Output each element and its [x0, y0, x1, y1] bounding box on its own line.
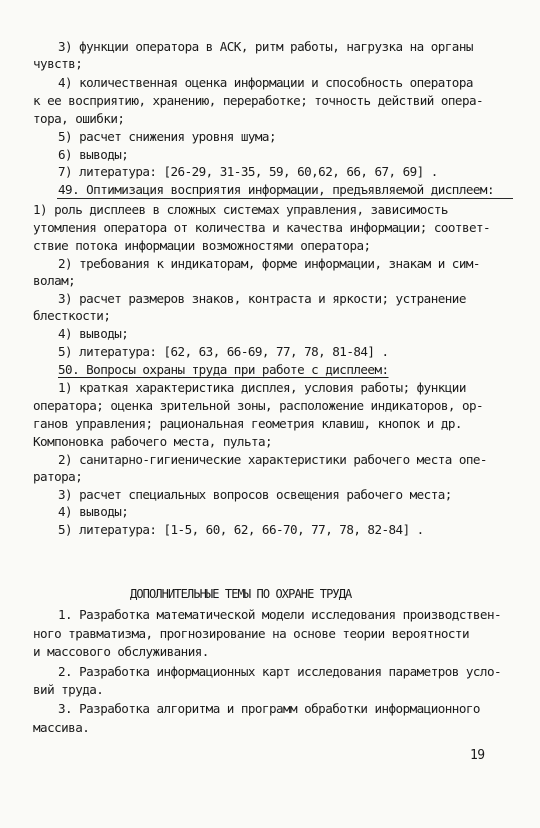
literature-line: 7) литература: [26-29, 31-35, 59, 60,62, 66, 67, 69] . [58, 164, 438, 179]
topic-49-title: 49. Оптимизация восприятия информации, предъявляемой дисплеем: [58, 182, 494, 197]
text-line: чувств; [33, 56, 83, 71]
text-line: массива. [33, 720, 90, 735]
literature-line: 5) литература: [1-5, 60, 62, 66-70, 77, 78, 82-84] . [58, 522, 424, 537]
text-line: 1. Разработка математической модели исследования производствен- [58, 607, 502, 622]
text-line: 5) расчет снижения уровня шума; [58, 129, 276, 144]
text-line: 6) выводы; [58, 147, 129, 162]
text-line: ствие потока информации возможностями оператора; [33, 238, 371, 253]
text-line: утомления оператора от количества и качества информации; соответ- [33, 220, 491, 235]
topic-49-underline [57, 198, 513, 199]
text-line: 3) расчет размеров знаков, контраста и яркости; устранение [58, 291, 466, 306]
text-line: 4) количественная оценка информации и способность оператора [58, 75, 473, 90]
section-heading: ДОПОЛНИТЕЛЬНЫЕ ТЕМЫ ПО ОХРАНЕ ТРУДА [130, 587, 352, 601]
text-line: оператора; оценка зрительной зоны, расположение индикаторов, ор- [33, 398, 484, 413]
text-line: тора, ошибки; [33, 111, 125, 126]
page-number: 19 [470, 748, 485, 763]
topic-50-title: 50. Вопросы охраны труда при работе с дисплеем: [58, 362, 389, 377]
text-line: 2. Разработка информационных карт исследования параметров усло- [58, 664, 502, 679]
text-line: 4) выводы; [58, 326, 129, 341]
text-line: и массового обслуживания. [33, 644, 209, 659]
text-line: ратора; [33, 469, 83, 484]
text-line: 4) выводы; [58, 504, 129, 519]
text-line: 2) санитарно-гигиенические характеристики рабочего места опе- [58, 452, 487, 467]
text-line: 3) функции оператора в АСК, ритм работы, нагрузка на органы [58, 39, 473, 54]
text-line: блесткости; [33, 308, 111, 323]
text-line: вий труда. [33, 682, 104, 697]
text-line: ганов управления; рациональная геометрия клавиш, кнопок и др. [33, 416, 462, 431]
text-line: волам; [33, 273, 76, 288]
text-line: ного травматизма, прогнозирование на основе теории вероятности [33, 626, 469, 641]
text-line: к ее восприятию, хранению, переработке; точность действий опера- [33, 93, 484, 108]
text-line: 1) краткая характеристика дисплея, условия работы; функции [58, 380, 466, 395]
text-line: 1) роль дисплеев в сложных системах управления, зависимость [33, 202, 448, 217]
text-line: Компоновка рабочего места, пульта; [33, 434, 273, 449]
text-line: 3) расчет специальных вопросов освещения рабочего места; [58, 487, 452, 502]
text-line: 3. Разработка алгоритма и программ обработки информационного [58, 701, 480, 716]
text-line: 2) требования к индикаторам, форме информации, знакам и сим- [58, 256, 480, 271]
literature-line: 5) литература: [62, 63, 66-69, 77, 78, 81-84] . [58, 344, 389, 359]
